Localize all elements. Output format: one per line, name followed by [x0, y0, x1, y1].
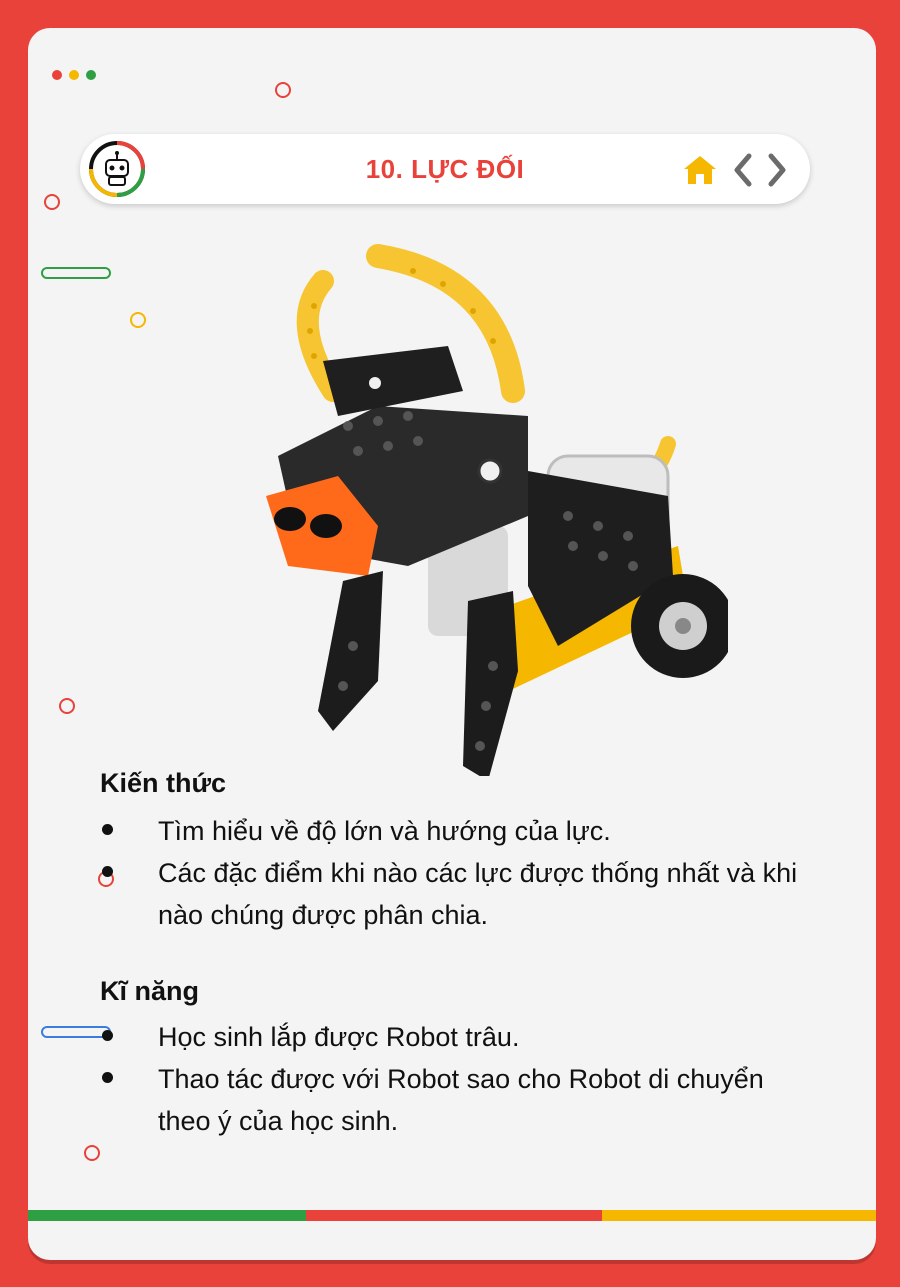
- page-title: 10. LỰC ĐỐI: [365, 154, 525, 184]
- decor-ring: [44, 194, 60, 210]
- window-dots: [52, 70, 96, 80]
- home-icon[interactable]: [682, 154, 718, 186]
- green-dot: [86, 70, 96, 80]
- section-title-skills: Kĩ năng: [100, 976, 199, 1006]
- header-bar: [80, 134, 810, 204]
- decor-ring: [84, 1145, 100, 1161]
- bullet-icon: [102, 866, 113, 877]
- chevron-right-icon[interactable]: [766, 152, 788, 188]
- knowledge-list: [100, 810, 820, 936]
- red-dot: [52, 70, 62, 80]
- list-item: [100, 852, 820, 936]
- skills-list: [100, 1016, 820, 1142]
- decor-ring: [130, 312, 146, 328]
- list-item: [100, 1058, 820, 1142]
- decor-pill: [41, 267, 111, 279]
- footer-bar-yellow: [602, 1210, 876, 1221]
- lesson-card: [28, 28, 876, 1260]
- footer-bar-green: [28, 1210, 306, 1221]
- list-item-text: Thao tác được với Robot sao cho Robot di chuyển theo ý của học sinh.: [158, 1064, 764, 1136]
- footer-bar-red: [306, 1210, 602, 1221]
- decor-ring: [275, 82, 291, 98]
- list-item-text: Các đặc điểm khi nào các lực được thống nhất và khi nào chúng được phân chia.: [158, 858, 798, 930]
- chevron-left-icon[interactable]: [732, 152, 754, 188]
- bullet-icon: [102, 1030, 113, 1041]
- bullet-icon: [102, 1072, 113, 1083]
- section-title-knowledge: Kiến thức: [100, 768, 227, 798]
- footer-color-bar: [28, 1210, 876, 1221]
- list-item-text: Tìm hiểu về độ lớn và hướng của lực.: [158, 816, 611, 846]
- decor-ring: [59, 698, 75, 714]
- list-item: [100, 1016, 820, 1058]
- bullet-icon: [102, 824, 113, 835]
- buffalo-robot-image: [228, 226, 728, 776]
- list-item-text: Học sinh lắp được Robot trâu.: [158, 1022, 520, 1052]
- yellow-dot: [69, 70, 79, 80]
- list-item: [100, 810, 820, 852]
